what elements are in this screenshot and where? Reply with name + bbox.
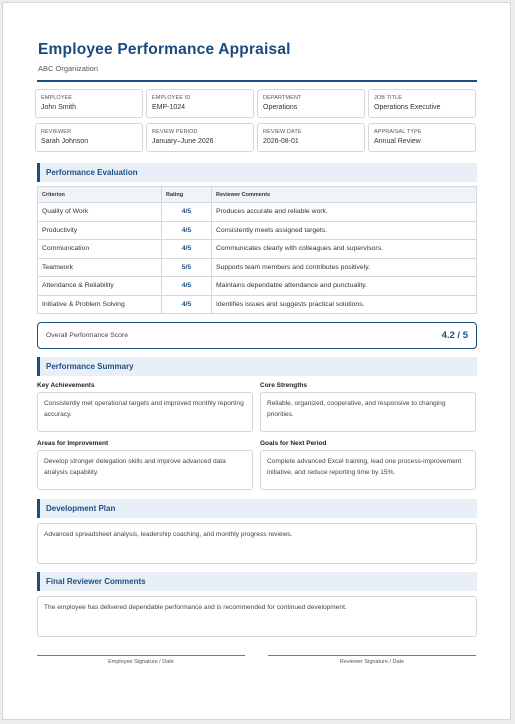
criterion-cell: Initiative & Problem Solving: [38, 295, 162, 314]
table-header-row: [38, 187, 477, 203]
table-row: [38, 277, 477, 296]
comment-cell: Produces accurate and reliable work.: [212, 203, 477, 222]
column-header-comments: Reviewer Comments: [212, 187, 477, 203]
section-development-plan: [37, 499, 477, 518]
key-achievements-text: Consistently met operational targets and improved monthly reporting accuracy.: [37, 392, 253, 432]
info-review-date: [257, 123, 365, 152]
criterion-cell: Communication: [38, 240, 162, 259]
page-title: Employee Performance Appraisal: [38, 41, 291, 58]
criterion-cell: Productivity: [38, 221, 162, 240]
development-plan-text: Advanced spreadsheet analysis, leadership coaching, and monthly progress reviews.: [37, 523, 477, 564]
info-reviewer: [35, 123, 143, 152]
goals-title: Goals for Next Period: [260, 440, 327, 447]
info-label: EMPLOYEE ID: [152, 95, 191, 101]
improvement-text: Develop stronger delegation skills and improve advanced data analysis capability.: [37, 450, 253, 490]
criterion-cell: Attendance & Reliability: [38, 277, 162, 296]
info-value: January–June 2026: [152, 138, 214, 145]
criterion-cell: Quality of Work: [38, 203, 162, 222]
header-divider: [37, 80, 477, 82]
column-header-criterion: Criterion: [38, 187, 162, 203]
overall-score-label: Overall Performance Score: [46, 332, 128, 339]
info-value: EMP-1024: [152, 104, 186, 111]
table-row: [38, 240, 477, 259]
info-value: Sarah Johnson: [41, 138, 89, 145]
info-value: Annual Review: [374, 138, 421, 145]
info-label: REVIEWER: [41, 129, 72, 135]
evaluation-table: [37, 186, 477, 314]
section-title: Performance Summary: [46, 362, 134, 371]
table-row: [38, 258, 477, 277]
info-value: 2026-08-01: [263, 138, 299, 145]
rating-cell: 4/5: [162, 277, 212, 296]
info-job-title: [368, 89, 476, 118]
overall-score-value: 4.2 / 5: [441, 330, 468, 341]
info-value: John Smith: [41, 104, 77, 111]
core-strengths-text: Reliable, organized, cooperative, and responsive to changing priorities.: [260, 392, 476, 432]
info-review-period: [146, 123, 254, 152]
info-label: REVIEW PERIOD: [152, 129, 198, 135]
section-title: Performance Evaluation: [46, 168, 138, 177]
employee-signature-label: Employee Signature / Date: [108, 659, 174, 665]
organization-name: ABC Organization: [38, 64, 99, 73]
reviewer-signature-label: Reviewer Signature / Date: [339, 659, 405, 665]
overall-score-box: [37, 322, 477, 349]
info-label: JOB TITLE: [374, 95, 402, 101]
rating-cell: 4/5: [162, 295, 212, 314]
comment-cell: Consistently meets assigned targets.: [212, 221, 477, 240]
table-row: [38, 221, 477, 240]
section-title: Final Reviewer Comments: [46, 577, 146, 586]
section-title: Development Plan: [46, 504, 116, 513]
employee-signature-line: [37, 655, 245, 656]
comment-cell: Maintains dependable attendance and punctuality.: [212, 277, 477, 296]
info-value: Operations Executive: [374, 104, 441, 111]
column-header-rating: Rating: [162, 187, 212, 203]
final-comments-text: The employee has delivered dependable performance and is recommended for continued development.: [37, 596, 477, 637]
rating-cell: 4/5: [162, 203, 212, 222]
info-label: APPRAISAL TYPE: [374, 129, 422, 135]
info-employee: [35, 89, 143, 118]
info-value: Operations: [263, 104, 298, 111]
info-employee-id: [146, 89, 254, 118]
core-strengths-title: Core Strengths: [260, 382, 307, 389]
rating-cell: 4/5: [162, 240, 212, 259]
improvement-title: Areas for Improvement: [37, 440, 109, 447]
section-performance-evaluation: [37, 163, 477, 182]
table-row: [38, 295, 477, 314]
comment-cell: Identifies issues and suggests practical solutions.: [212, 295, 477, 314]
section-performance-summary: [37, 357, 477, 376]
info-department: [257, 89, 365, 118]
rating-cell: 5/5: [162, 258, 212, 277]
key-achievements-title: Key Achievements: [37, 382, 95, 389]
comment-cell: Communicates clearly with colleagues and supervisors.: [212, 240, 477, 259]
criterion-cell: Teamwork: [38, 258, 162, 277]
table-row: [38, 203, 477, 222]
info-appraisal-type: [368, 123, 476, 152]
goals-text: Complete advanced Excel training, lead one process-improvement initiative, and reduce reporting time by 15%.: [260, 450, 476, 490]
comment-cell: Supports team members and contributes positively.: [212, 258, 477, 277]
info-label: EMPLOYEE: [41, 95, 73, 101]
info-label: DEPARTMENT: [263, 95, 302, 101]
rating-cell: 4/5: [162, 221, 212, 240]
info-label: REVIEW DATE: [263, 129, 302, 135]
appraisal-document: [2, 2, 511, 720]
reviewer-signature-line: [268, 655, 476, 656]
section-final-comments: [37, 572, 477, 591]
